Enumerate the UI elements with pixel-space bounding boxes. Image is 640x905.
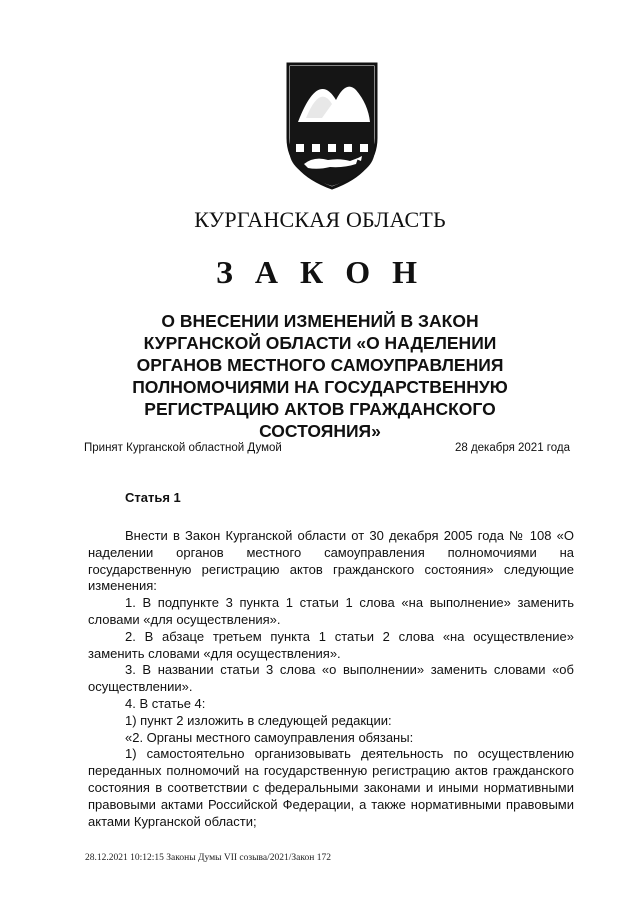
adopted-by: Принят Курганской областной Думой (84, 442, 282, 454)
footer-stamp: 28.12.2021 10:12:15 Законы Думы VII созыва/2021/Закон 172 (85, 853, 331, 863)
document-type: З А К О Н (216, 254, 424, 290)
paragraph: 1) самостоятельно организовывать деятельность по осуществлению переданных полномочий на государственную регистрацию актов гражданского состояния в соответствии с федеральными законами и иными нормативными правовыми актами Российской Федерации, а также нормативными правовыми актами Курганской области; (88, 746, 574, 829)
law-title: О ВНЕСЕНИИ ИЗМЕНЕНИЙ В ЗАКОН КУРГАНСКОЙ ОБЛАСТИ «О НАДЕЛЕНИИ ОРГАНОВ МЕСТНОГО САМОУПРАВЛЕНИЯ ПОЛНОМОЧИЯМИ НА ГОСУДАРСТВЕННУЮ РЕГИСТРАЦИЮ АКТОВ ГРАЖДАНСКОГО СОСТОЯНИЯ» (132, 311, 508, 441)
paragraph: «2. Органы местного самоуправления обязаны: (125, 729, 414, 745)
kurgan-coat-of-arms-icon (284, 60, 380, 192)
paragraph: Внести в Закон Курганской области от 30 декабря 2005 года № 108 «О наделении органов местного самоуправления полномочиями на государственную регистрацию актов гражданского состояния» следующие изменения: (88, 528, 574, 594)
article-heading: Статья 1 (125, 490, 181, 505)
adoption-date: 28 декабря 2021 года (454, 442, 570, 454)
paragraph: 1) пункт 2 изложить в следующей редакции: (125, 712, 392, 728)
region-name: КУРГАНСКАЯ ОБЛАСТЬ (194, 207, 446, 232)
article-body (88, 528, 574, 830)
paragraph: 4. В статье 4: (125, 695, 206, 711)
paragraph: 2. В абзаце третьем пункта 1 статьи 2 слова «на осуществление» заменить словами «для осуществления». (88, 628, 574, 661)
paragraph: 1. В подпункте 3 пункта 1 статьи 1 слова «на выполнение» заменить словами «для осуществления». (88, 595, 574, 627)
paragraph: 3. В названии статьи 3 слова «о выполнении» заменить словами «об осуществлении». (88, 662, 574, 695)
